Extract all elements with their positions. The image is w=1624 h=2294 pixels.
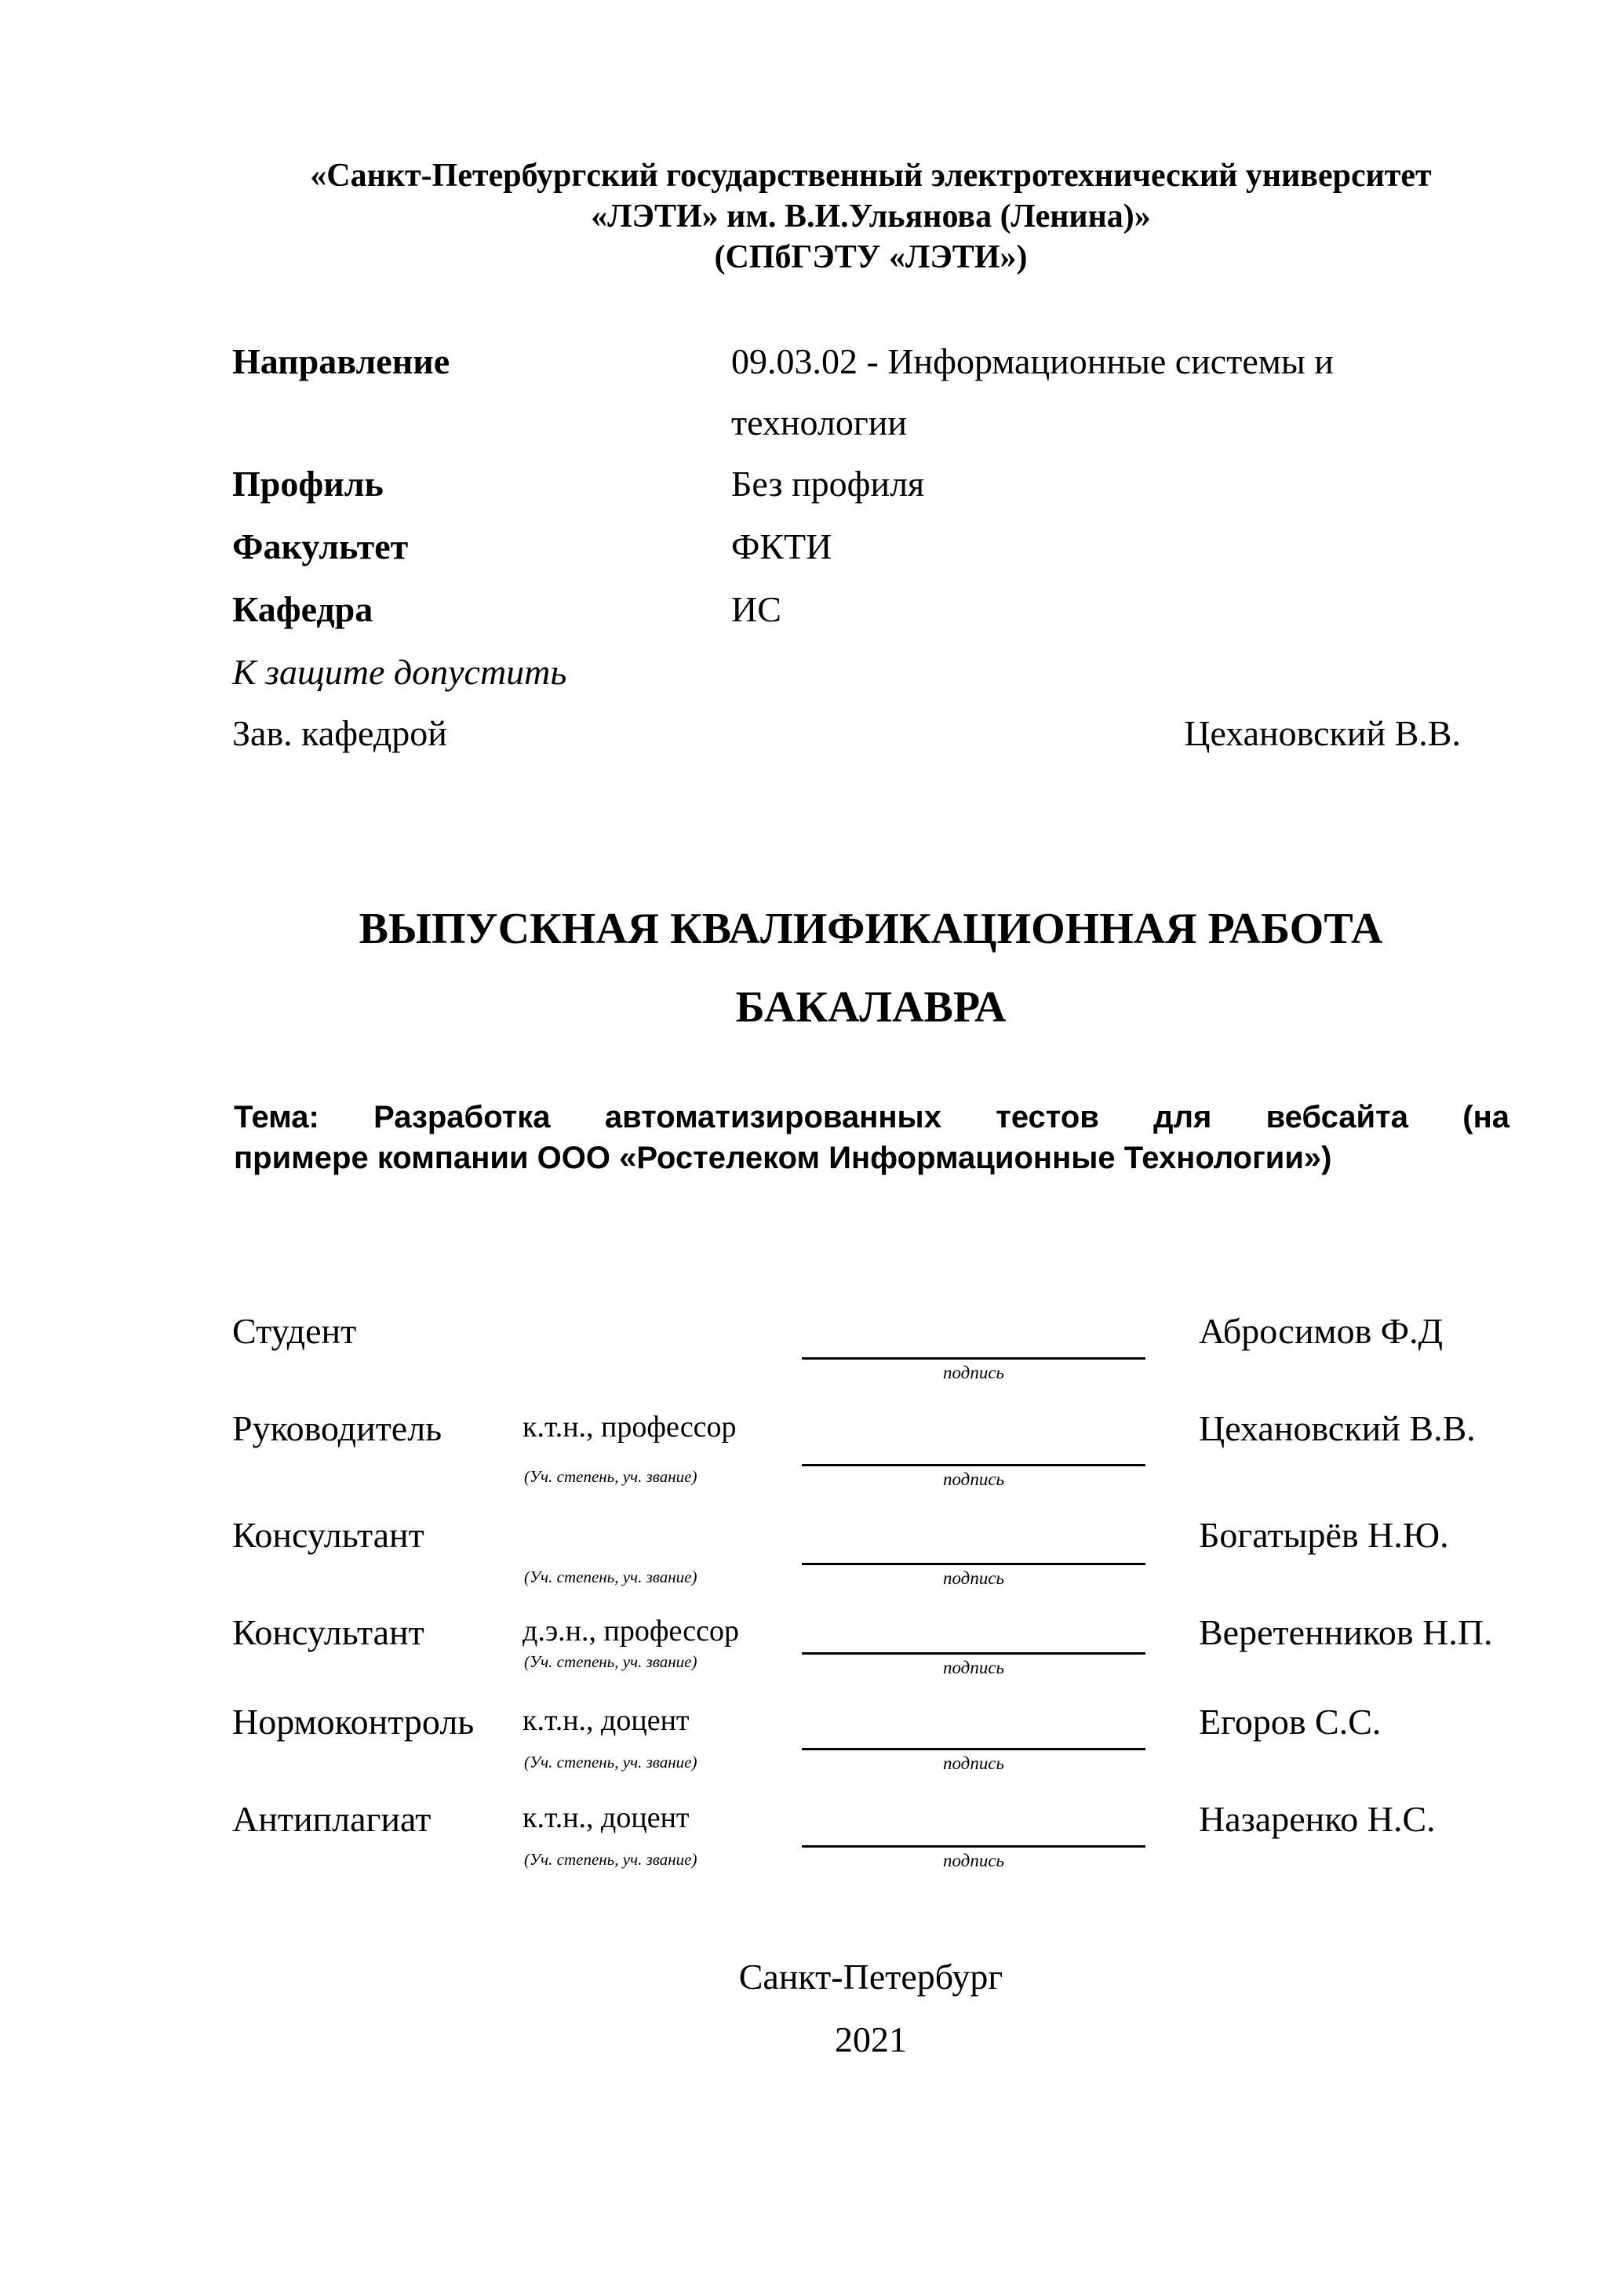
signature-degree: к.т.н., профессор	[523, 1411, 737, 1444]
work-title	[232, 890, 1509, 1047]
university-abbreviation: (СПбГЭТУ «ЛЭТИ»)	[714, 239, 1028, 275]
degree-caption: (Уч. степень, уч. звание)	[524, 1652, 697, 1671]
direction-row-continued	[232, 392, 1519, 453]
footer-year: 2021	[835, 2019, 907, 2059]
direction-value-line-2: технологии	[731, 402, 907, 442]
signature-line	[802, 1652, 1145, 1655]
degree-caption: (Уч. степень, уч. звание)	[524, 1467, 697, 1486]
signature-person-name: Абросимов Ф.Д	[1199, 1311, 1444, 1351]
profile-row	[232, 453, 1519, 515]
footer-city: Санкт-Петербург	[738, 1957, 1003, 1997]
signature-degree: д.э.н., профессор	[523, 1615, 739, 1648]
direction-row	[232, 331, 1519, 392]
university-name-line-2: «ЛЭТИ» им. В.И.Ульянова (Ленина)»	[591, 198, 1151, 235]
department-head-title: Зав. кафедрой	[232, 713, 447, 753]
work-title-line-2: БАКАЛАВРА	[735, 983, 1007, 1032]
signature-person-name: Назаренко Н.С.	[1199, 1799, 1436, 1839]
signature-line	[802, 1464, 1145, 1466]
profile-label: Профиль	[232, 464, 384, 504]
signature-degree: к.т.н., доцент	[523, 1704, 690, 1737]
signature-role: Нормоконтроль	[232, 1702, 475, 1742]
thesis-topic	[234, 1097, 1509, 1178]
signature-line	[802, 1748, 1145, 1750]
signature-role: Консультант	[232, 1515, 424, 1555]
signature-role: Студент	[232, 1311, 357, 1351]
signature-role: Руководитель	[232, 1408, 442, 1448]
signature-caption: подпись	[942, 1568, 1004, 1588]
thesis-topic-line-2: примере компании ООО «Ростелеком Информационные Технологии»)	[234, 1141, 1332, 1175]
department-head-name: Цехановский В.В.	[1184, 713, 1461, 753]
signature-row-student	[232, 1307, 1519, 1393]
profile-value: Без профиля	[731, 464, 925, 504]
signature-line	[802, 1845, 1145, 1848]
work-title-line-1: ВЫПУСКНАЯ КВАЛИФИКАЦИОННАЯ РАБОТА	[359, 905, 1383, 953]
signature-person-name: Богатырёв Н.Ю.	[1199, 1515, 1449, 1555]
signature-line	[802, 1357, 1145, 1360]
footer	[232, 1946, 1509, 2071]
signature-person-name: Веретенников Н.П.	[1199, 1612, 1493, 1652]
signature-caption: подпись	[942, 1363, 1004, 1382]
thesis-topic-line-1: Тема: Разработка автоматизированных тестов для вебсайта (на	[234, 1100, 1509, 1134]
signature-role: Консультант	[232, 1612, 424, 1652]
degree-caption: (Уч. степень, уч. звание)	[524, 1850, 697, 1869]
signature-caption: подпись	[942, 1469, 1004, 1489]
direction-value-line-1: 09.03.02 - Информационные системы и	[731, 341, 1334, 381]
admit-to-defense: К защите допустить	[232, 652, 567, 692]
degree-caption: (Уч. степень, уч. звание)	[524, 1568, 697, 1586]
signature-row-supervisor	[232, 1404, 1519, 1491]
signature-row-antiplagiarism	[232, 1795, 1519, 1881]
signature-degree: к.т.н., доцент	[523, 1801, 690, 1834]
signature-role: Антиплагиат	[232, 1799, 431, 1839]
university-header	[235, 155, 1506, 278]
signature-row-consultant-2	[232, 1608, 1519, 1695]
signature-caption: подпись	[942, 1851, 1004, 1870]
signature-person-name: Егоров С.С.	[1199, 1702, 1382, 1742]
university-name-line-1: «Санкт-Петербургский государственный электротехнический университет	[310, 158, 1432, 194]
department-label: Кафедра	[232, 589, 373, 629]
signature-caption: подпись	[942, 1753, 1004, 1773]
faculty-value: ФКТИ	[731, 526, 832, 566]
faculty-label: Факультет	[232, 526, 409, 566]
faculty-row	[232, 516, 1519, 577]
direction-label: Направление	[232, 341, 450, 381]
signature-row-consultant-1	[232, 1511, 1519, 1597]
signature-person-name: Цехановский В.В.	[1199, 1408, 1476, 1448]
department-row	[232, 579, 1519, 640]
signature-caption: подпись	[942, 1658, 1004, 1677]
signature-row-normcontrol	[232, 1698, 1519, 1784]
department-head-row	[232, 703, 1461, 764]
signature-line	[802, 1563, 1145, 1565]
department-value: ИС	[731, 589, 781, 629]
degree-caption: (Уч. степень, уч. звание)	[524, 1753, 697, 1771]
